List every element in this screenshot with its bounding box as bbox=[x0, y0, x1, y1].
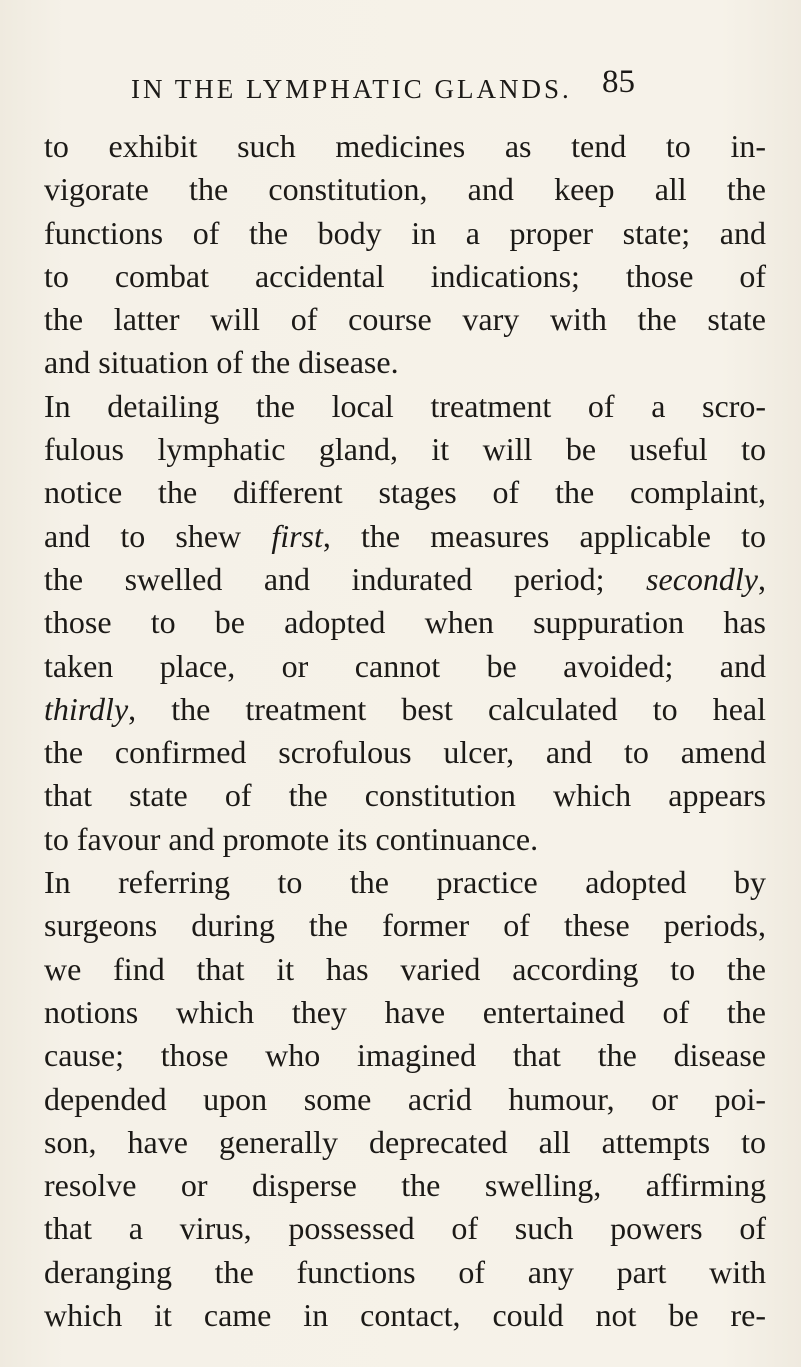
running-title: IN THE LYMPHATIC GLANDS. bbox=[131, 74, 572, 104]
text-line: to combat accidental indications; those of bbox=[44, 257, 766, 294]
text-line: fulous lymphatic gland, it will be useful to bbox=[44, 431, 766, 468]
text-line: In detailing the local treatment of a scro- bbox=[44, 387, 766, 424]
text-line: to favour and promote its continuance. bbox=[44, 820, 539, 857]
italic-word: secondly bbox=[646, 560, 758, 597]
text-line: vigorate the constitution, and keep all the bbox=[44, 171, 766, 208]
text-line: the swelled and indurated period; secondly, bbox=[44, 560, 766, 597]
text-line: taken place, or cannot be avoided; and bbox=[44, 647, 766, 684]
text-line: and to shew first, the measures applicable to bbox=[44, 517, 767, 554]
text-line: those to be adopted when suppuration has bbox=[44, 604, 766, 641]
text-line: we find that it has varied according to the bbox=[44, 950, 766, 987]
text-line: the confirmed scrofulous ulcer, and to amend bbox=[44, 734, 766, 771]
text-line: notions which they have entertained of the bbox=[44, 993, 766, 1030]
text-line: that a virus, possessed of such powers of bbox=[44, 1210, 766, 1247]
text-line: son, have generally deprecated all attempts to bbox=[44, 1123, 766, 1160]
text-line: surgeons during the former of these periods, bbox=[44, 907, 766, 944]
text-line: to exhibit such medicines as tend to in- bbox=[44, 128, 766, 164]
italic-word: first bbox=[271, 517, 323, 554]
text-line: depended upon some acrid humour, or poi- bbox=[44, 1080, 766, 1117]
text-line: deranging the functions of any part with bbox=[44, 1253, 766, 1290]
text-line: that state of the constitution which appears bbox=[44, 777, 766, 814]
page-number: 85 bbox=[602, 64, 635, 100]
italic-word: thirdly bbox=[44, 690, 129, 727]
text-line: which it came in contact, could not be re- bbox=[44, 1297, 766, 1334]
body-text bbox=[44, 125, 766, 1337]
text-line: resolve or disperse the swelling, affirming bbox=[44, 1167, 766, 1204]
text-line: functions of the body in a proper state; and bbox=[44, 214, 766, 251]
text-line: and situation of the disease. bbox=[44, 344, 399, 381]
running-header bbox=[0, 64, 801, 114]
text-line: In referring to the practice adopted by bbox=[44, 864, 766, 901]
text-line: cause; those who imagined that the disease bbox=[44, 1037, 766, 1074]
text-line: the latter will of course vary with the state bbox=[44, 301, 766, 338]
text-line: notice the different stages of the complaint, bbox=[44, 474, 766, 511]
text-line: thirdly, the treatment best calculated to heal bbox=[44, 690, 766, 727]
